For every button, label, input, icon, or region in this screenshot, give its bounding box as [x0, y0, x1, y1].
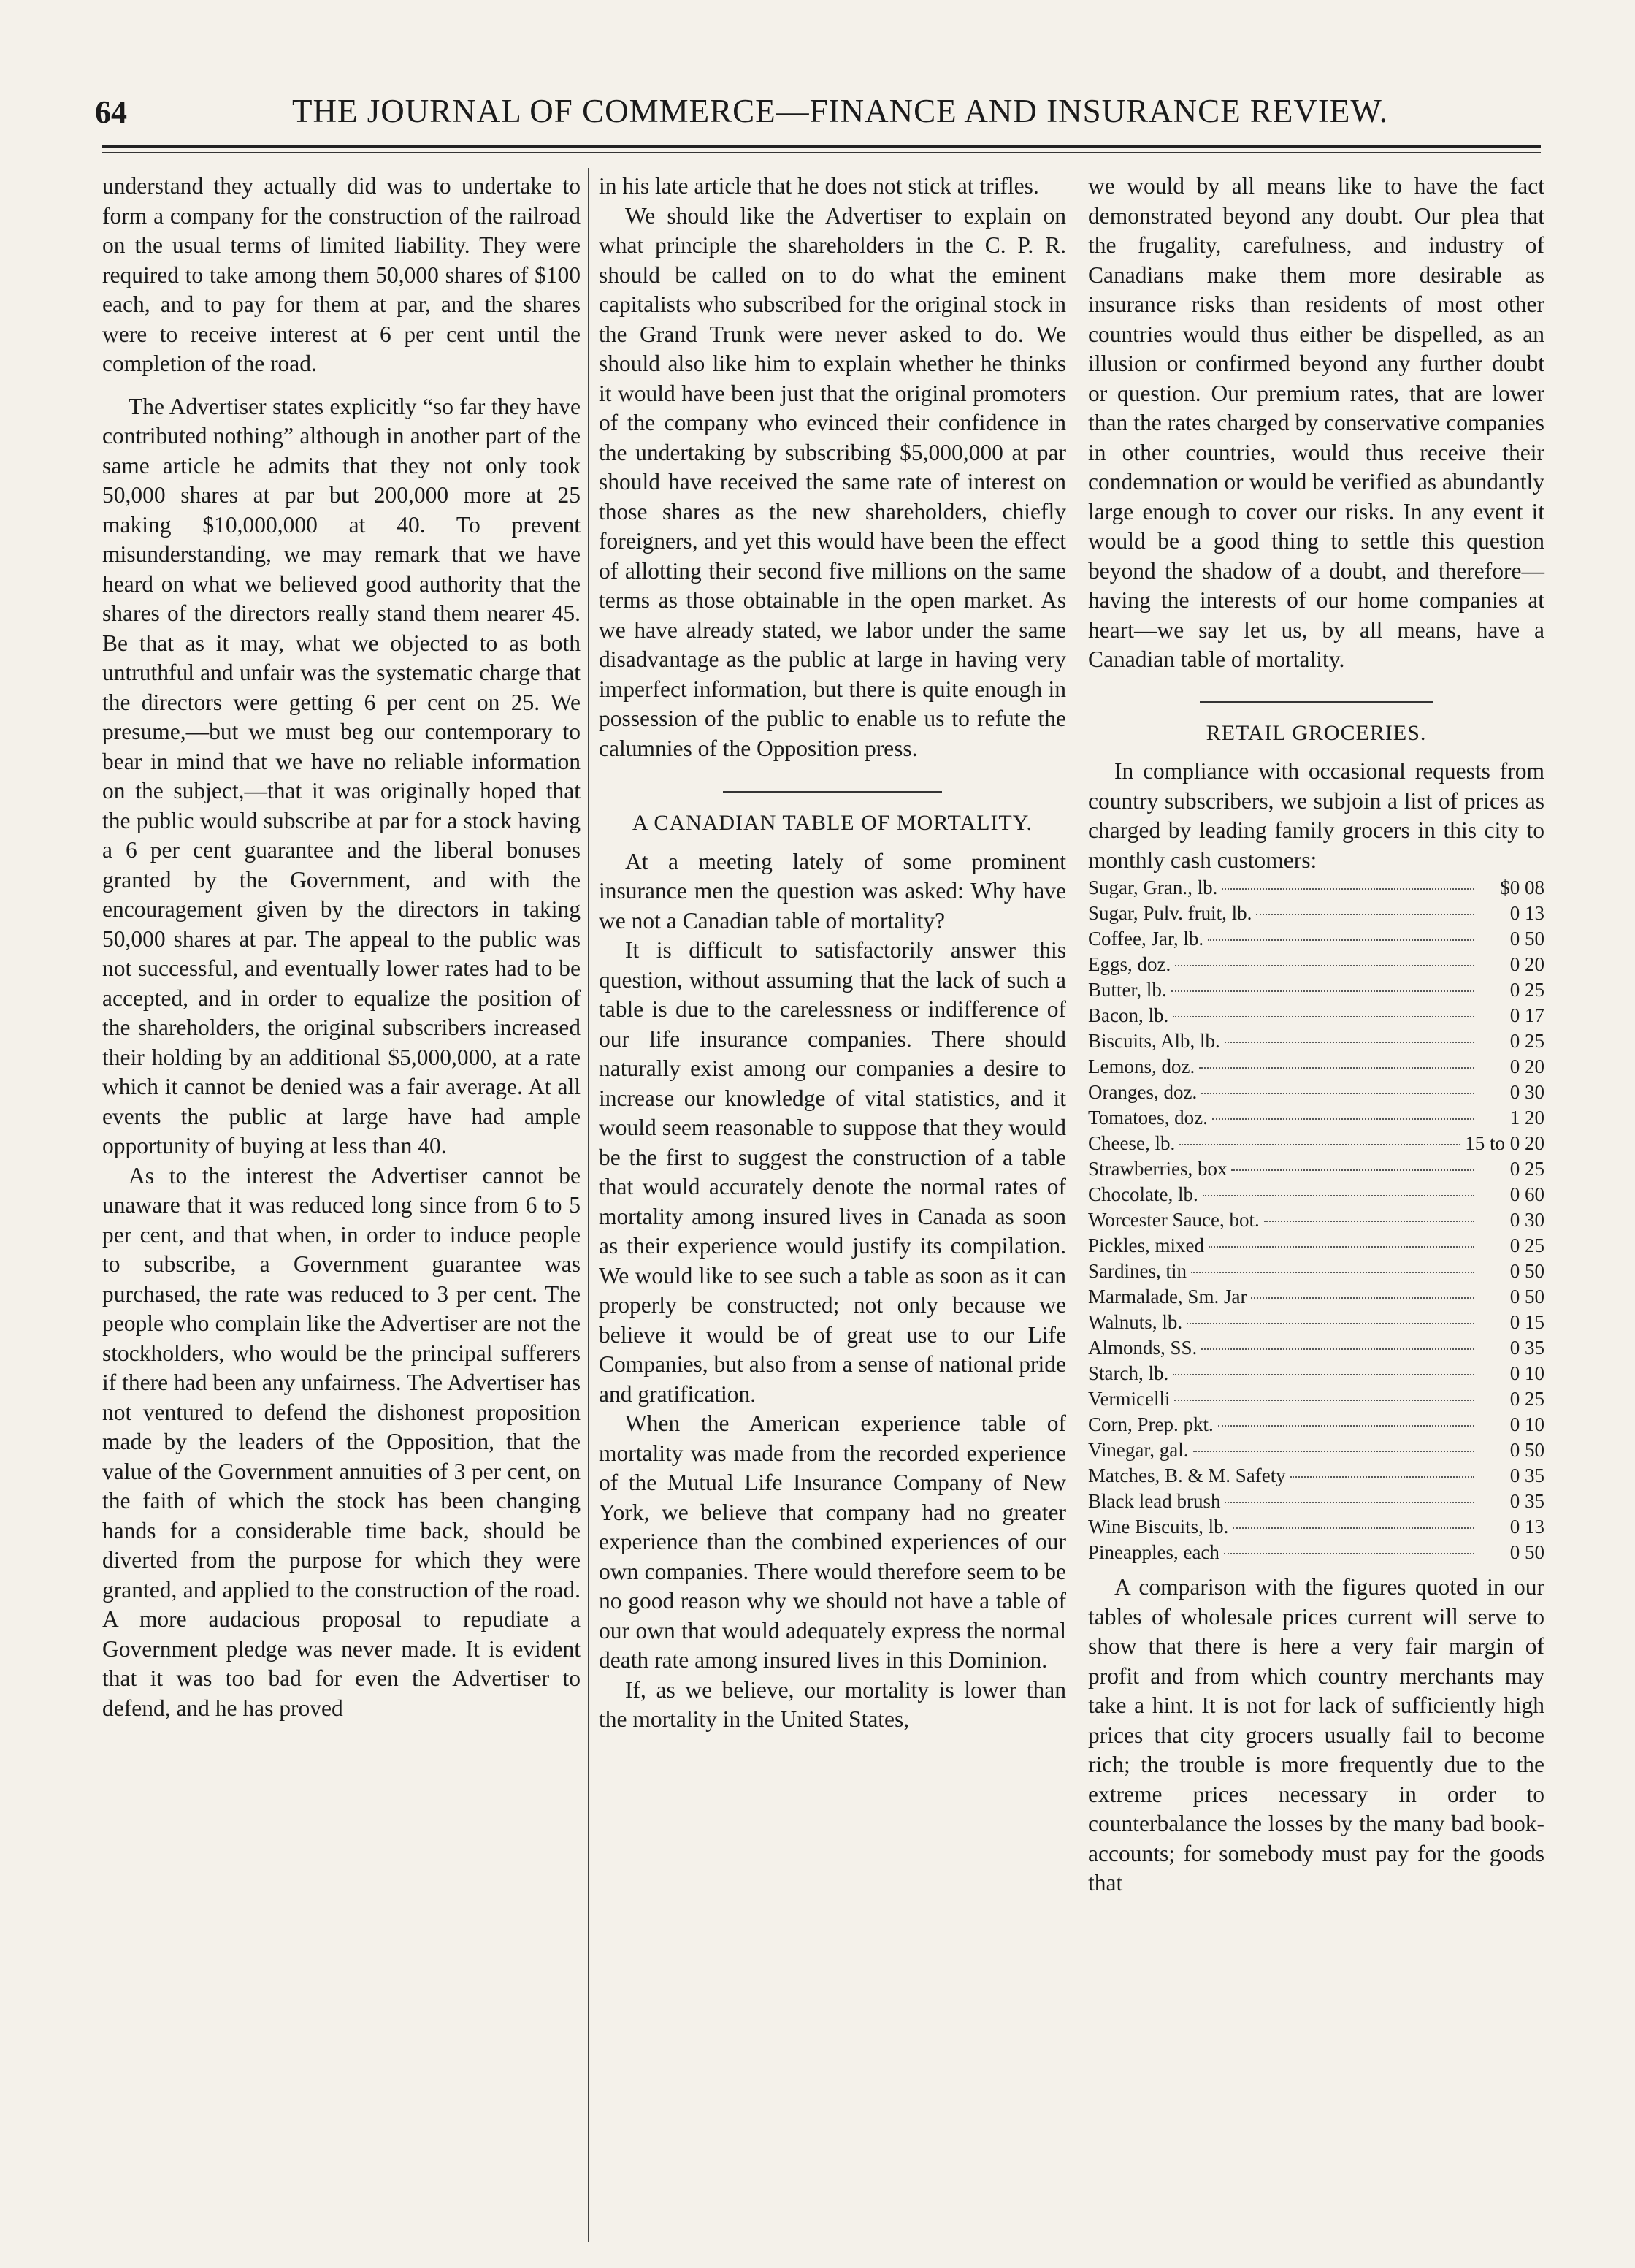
paragraph: It is difficult to satisfactorily answer this question, without assuming that the lack of such a table is due to the carelessness or indifference of our life insurance companies. There should naturally exist among our companies a desire to increase our knowledge of vital statistics, and it would seem reasonable to suppose that they would be the first to suggest the construction of a table that would accurately denote the normal rates of mortality among insured lives in Canada as soon as their experience would justify its compilation. We would like to see such a table as soon as it can properly be constructed; not only because we believe it would be of great use to our Life Companies, but also from a sense of national pride and gratification.: [599, 937, 1066, 1407]
leader-dots: [1201, 1093, 1474, 1094]
price-item: Bacon, lb.: [1088, 1004, 1169, 1026]
price-row: [1088, 1437, 1544, 1463]
price-value: 0 30: [1509, 1209, 1544, 1231]
price-row: [1088, 1386, 1544, 1412]
price-value: 1 20: [1509, 1107, 1544, 1129]
header-rule-thin: [102, 152, 1541, 153]
page-header: [95, 88, 1548, 139]
section-title-groceries: RETAIL GROCERIES.: [1206, 720, 1427, 745]
leader-dots: [1175, 965, 1474, 966]
price-value: 0 17: [1509, 1004, 1544, 1026]
price-row: [1088, 952, 1544, 977]
leader-dots: [1224, 1553, 1474, 1554]
price-value: 0 20: [1509, 1055, 1544, 1077]
column-2: [599, 172, 1066, 1735]
price-item: Black lead brush: [1088, 1490, 1221, 1512]
price-value: 0 20: [1509, 953, 1544, 975]
price-item: Wine Biscuits, lb.: [1088, 1516, 1229, 1538]
price-item: Vermicelli: [1088, 1388, 1171, 1410]
price-row: [1088, 977, 1544, 1003]
leader-dots: [1187, 1323, 1474, 1324]
leader-dots: [1179, 1144, 1460, 1145]
price-value: 0 35: [1509, 1490, 1544, 1512]
price-row: [1088, 1489, 1544, 1514]
price-list: [1088, 875, 1544, 1565]
paragraph: In compliance with occasional requests from country subscribers, we subjoin a list of prices as charged by leading family grocers in this city to monthly cash customers:: [1088, 758, 1544, 873]
price-row: [1088, 1284, 1544, 1310]
price-row: [1088, 1105, 1544, 1131]
price-value: 15 to 0 20: [1465, 1132, 1544, 1154]
price-item: Pineapples, each: [1088, 1541, 1219, 1563]
price-row: [1088, 1028, 1544, 1054]
price-item: Sugar, Pulv. fruit, lb.: [1088, 902, 1252, 924]
paragraph: understand they actually did was to undertake to form a company for the construction of the railroad on the usual terms of limited liability. They were required to take among them 50,000 shares of $100 each, and to pay for them at par, and the shares were to receive interest at 6 per cent until the completion of the road.: [102, 173, 581, 376]
leader-dots: [1251, 1297, 1474, 1299]
price-item: Pickles, mixed: [1088, 1234, 1204, 1256]
paragraph: At a meeting lately of some prominent insurance men the question was asked: Why have we not a Canadian table of mortality?: [599, 848, 1066, 933]
price-item: Vinegar, gal.: [1088, 1439, 1189, 1461]
price-item: Lemons, doz.: [1088, 1055, 1195, 1077]
leader-dots: [1199, 1067, 1474, 1069]
price-row: [1088, 1540, 1544, 1565]
paragraph: We should like the Advertiser to explain on what principle the shareholders in the C. P. R. should be called on to do what the eminent capitalists who subscribed for the original stock in the Grand Trunk were never asked to do. We should also like him to explain whether he thinks it would have been just that the original promoters of the company who evinced their confidence in the undertaking by subscribing $5,000,000 at par should have received the same rate of interest on those shares as the new shareholders, chiefly foreigners, and yet this would have been the effect of allotting their second five millions on the same terms as those obtainable in the open market. As we have already stated, we labor under the same disadvantage as the public at large in having very imperfect information, but there is quite enough in possession of the public to enable us to refute the calumnies of the Opposition press.: [599, 202, 1066, 761]
price-item: Coffee, Jar, lb.: [1088, 928, 1204, 950]
price-row: [1088, 1131, 1544, 1156]
leader-dots: [1212, 1118, 1474, 1120]
price-item: Starch, lb.: [1088, 1362, 1169, 1384]
leader-dots: [1203, 1195, 1474, 1196]
price-value: 0 50: [1509, 928, 1544, 950]
price-value: 0 50: [1509, 1439, 1544, 1461]
price-value: 0 13: [1509, 1516, 1544, 1538]
price-row: [1088, 926, 1544, 952]
price-row: [1088, 1310, 1544, 1335]
price-row: [1088, 1514, 1544, 1540]
price-item: Strawberries, box: [1088, 1158, 1228, 1180]
leader-dots: [1191, 1272, 1474, 1273]
header-rule: [102, 145, 1541, 148]
price-row: [1088, 1156, 1544, 1182]
price-value: 0 25: [1509, 979, 1544, 1001]
price-value: 0 25: [1509, 1030, 1544, 1052]
journal-title: THE JOURNAL OF COMMERCE—FINANCE AND INSURANCE REVIEW.: [292, 93, 1388, 129]
leader-dots: [1233, 1527, 1474, 1529]
price-value: 0 50: [1509, 1286, 1544, 1307]
price-item: Corn, Prep. pkt.: [1088, 1413, 1214, 1435]
price-row: [1088, 1233, 1544, 1259]
price-value: 0 10: [1509, 1362, 1544, 1384]
price-item: Matches, B. & M. Safety: [1088, 1465, 1286, 1486]
price-row: [1088, 1054, 1544, 1080]
price-value: 0 10: [1509, 1413, 1544, 1435]
price-row: [1088, 1361, 1544, 1386]
price-value: $0 08: [1500, 877, 1544, 898]
leader-dots: [1225, 1042, 1474, 1043]
section-title-mortality: A CANADIAN TABLE OF MORTALITY.: [632, 811, 1033, 835]
price-item: Almonds, SS.: [1088, 1337, 1198, 1359]
paragraph: The Advertiser states explicitly “so far they have contributed nothing” although in another part of the same article he admits that they not only took 50,000 shares at par but 200,000 more at 25 making $10,000,000 at 40. To prevent misunderstanding, we may remark that we have heard on what we believed good authority that the shares of the directors really stand them nearer 45. Be that as it may, what we objected to as both untruthful and unfair was the systematic charge that the directors were getting 6 per cent on 25. We presume,—but we must beg our contemporary to bear in mind that we have no reliable information on the subject,—that it was originally hoped that the public would subscribe at par for a stock having a 6 per cent guarantee and the liberal bonuses granted by the Government, and with the encouragement given by the directors in taking 50,000 shares at par. The appeal to the public was not successful, and eventually lower rates had to be accepted, and in order to equalize the position of the shareholders, the original subscribers increased their holding by an additional $5,000,000, at a rate which it cannot be denied was a fair average. At all events the public at large have had ample opportunity of buying at less than 40.: [102, 393, 581, 1158]
price-row: [1088, 1335, 1544, 1361]
price-item: Butter, lb.: [1088, 979, 1167, 1001]
price-item: Walnuts, lb.: [1088, 1311, 1183, 1333]
leader-dots: [1264, 1221, 1474, 1222]
paragraph: As to the interest the Advertiser cannot be unaware that it was reduced long since from 6 to 5 per cent, and that when, in order to induce people to subscribe, a Government guarantee was purchased, the rate was reduced to 3 per cent. The people who complain like the Advertiser are not the stockholders, who would be the principal sufferers if there had been any unfairness. The Advertiser has not ventured to defend the dishonest proposition made by the leaders of the Opposition, that the value of the Government annuities of 3 per cent, on the faith of which the stock has been changing hands for a considerable time back, should be diverted from the purpose for which they were granted, and applied to the construction of the road. A more audacious proposal to repudiate a Government pledge was never made. It is evident that it was too bad for even the Advertiser to defend, and he has proved: [102, 1162, 581, 1721]
leader-dots: [1225, 1502, 1474, 1503]
leader-dots: [1209, 1246, 1474, 1248]
price-item: Biscuits, Alb, lb.: [1088, 1030, 1220, 1052]
price-row: [1088, 1003, 1544, 1028]
leader-dots: [1218, 1425, 1474, 1427]
leader-dots: [1171, 990, 1474, 992]
price-value: 0 60: [1509, 1183, 1544, 1205]
price-value: 0 15: [1509, 1311, 1544, 1333]
price-item: Sugar, Gran., lb.: [1088, 877, 1218, 898]
leader-dots: [1193, 1451, 1475, 1452]
leader-dots: [1173, 1374, 1474, 1375]
price-value: 0 25: [1509, 1388, 1544, 1410]
price-row: [1088, 1412, 1544, 1437]
price-item: Worcester Sauce, bot.: [1088, 1209, 1260, 1231]
price-item: Tomatoes, doz.: [1088, 1107, 1208, 1129]
paragraph: If, as we believe, our mortality is lower than the mortality in the United States,: [599, 1676, 1066, 1732]
price-item: Cheese, lb.: [1088, 1132, 1176, 1154]
price-value: 0 30: [1509, 1081, 1544, 1103]
price-row: [1088, 1207, 1544, 1233]
leader-dots: [1208, 939, 1474, 941]
leader-dots: [1222, 888, 1474, 890]
price-row: [1088, 1259, 1544, 1284]
price-item: Sardines, tin: [1088, 1260, 1187, 1282]
price-value: 0 35: [1509, 1465, 1544, 1486]
leader-dots: [1231, 1169, 1474, 1171]
price-row: [1088, 1463, 1544, 1489]
paragraph: When the American experience table of mortality was made from the recorded experience of the Mutual Life Insurance Company of New York, we believe that company had no greater experience than the combined experiences of our own companies. There would therefore seem to be no good reason why we should not have a table of our own that would adequately express the normal death rate among insured lives in this Dominion.: [599, 1410, 1066, 1673]
price-item: Chocolate, lb.: [1088, 1183, 1198, 1205]
price-item: Oranges, doz.: [1088, 1081, 1198, 1103]
price-item: Marmalade, Sm. Jar: [1088, 1286, 1247, 1307]
leader-dots: [1173, 1016, 1474, 1017]
price-value: 0 13: [1509, 902, 1544, 924]
price-row: [1088, 875, 1544, 901]
price-row: [1088, 901, 1544, 926]
column-divider-1: [588, 168, 589, 2242]
price-value: 0 25: [1509, 1158, 1544, 1180]
price-row: [1088, 1182, 1544, 1207]
paragraph: we would by all means like to have the fact demonstrated beyond any doubt. Our plea that the frugality, carefulness, and industry of Canadians make them more desirable as insurance risks than residents of most other countries would thus either be dispelled, as an illusion or confirmed beyond any further doubt or question. Our premium rates, that are lower than the rates charged by conservative companies in other countries, would thus receive their condemnation or would be verified as abundantly large enough to cover our risks. In any event it would be a good thing to settle this question beyond the shadow of a doubt, and therefore—having the interests of our home companies at heart—we say let us, by all means, have a Canadian table of mortality.: [1088, 173, 1544, 672]
leader-dots: [1290, 1476, 1474, 1478]
price-value: 0 25: [1509, 1234, 1544, 1256]
leader-dots: [1256, 914, 1474, 915]
leader-dots: [1174, 1400, 1474, 1401]
paragraph: A comparison with the figures quoted in our tables of wholesale prices current will serve to show that there is here a very fair margin of profit and from which country merchants may take a hint. It is not for lack of sufficiently high prices that city grocers usually fail to become rich; the trouble is more frequently due to the extreme prices necessary in order to counterbalance the losses by the many bad book-accounts; for somebody must pay for the goods that: [1088, 1574, 1544, 1895]
price-value: 0 50: [1509, 1541, 1544, 1563]
page-number: 64: [95, 94, 127, 130]
paragraph: in his late article that he does not stick at trifles.: [599, 173, 1039, 199]
price-row: [1088, 1080, 1544, 1105]
leader-dots: [1201, 1348, 1474, 1350]
price-item: Eggs, doz.: [1088, 953, 1171, 975]
column-3: [1088, 172, 1544, 1898]
column-1: [102, 172, 581, 1723]
price-value: 0 35: [1509, 1337, 1544, 1359]
price-value: 0 50: [1509, 1260, 1544, 1282]
